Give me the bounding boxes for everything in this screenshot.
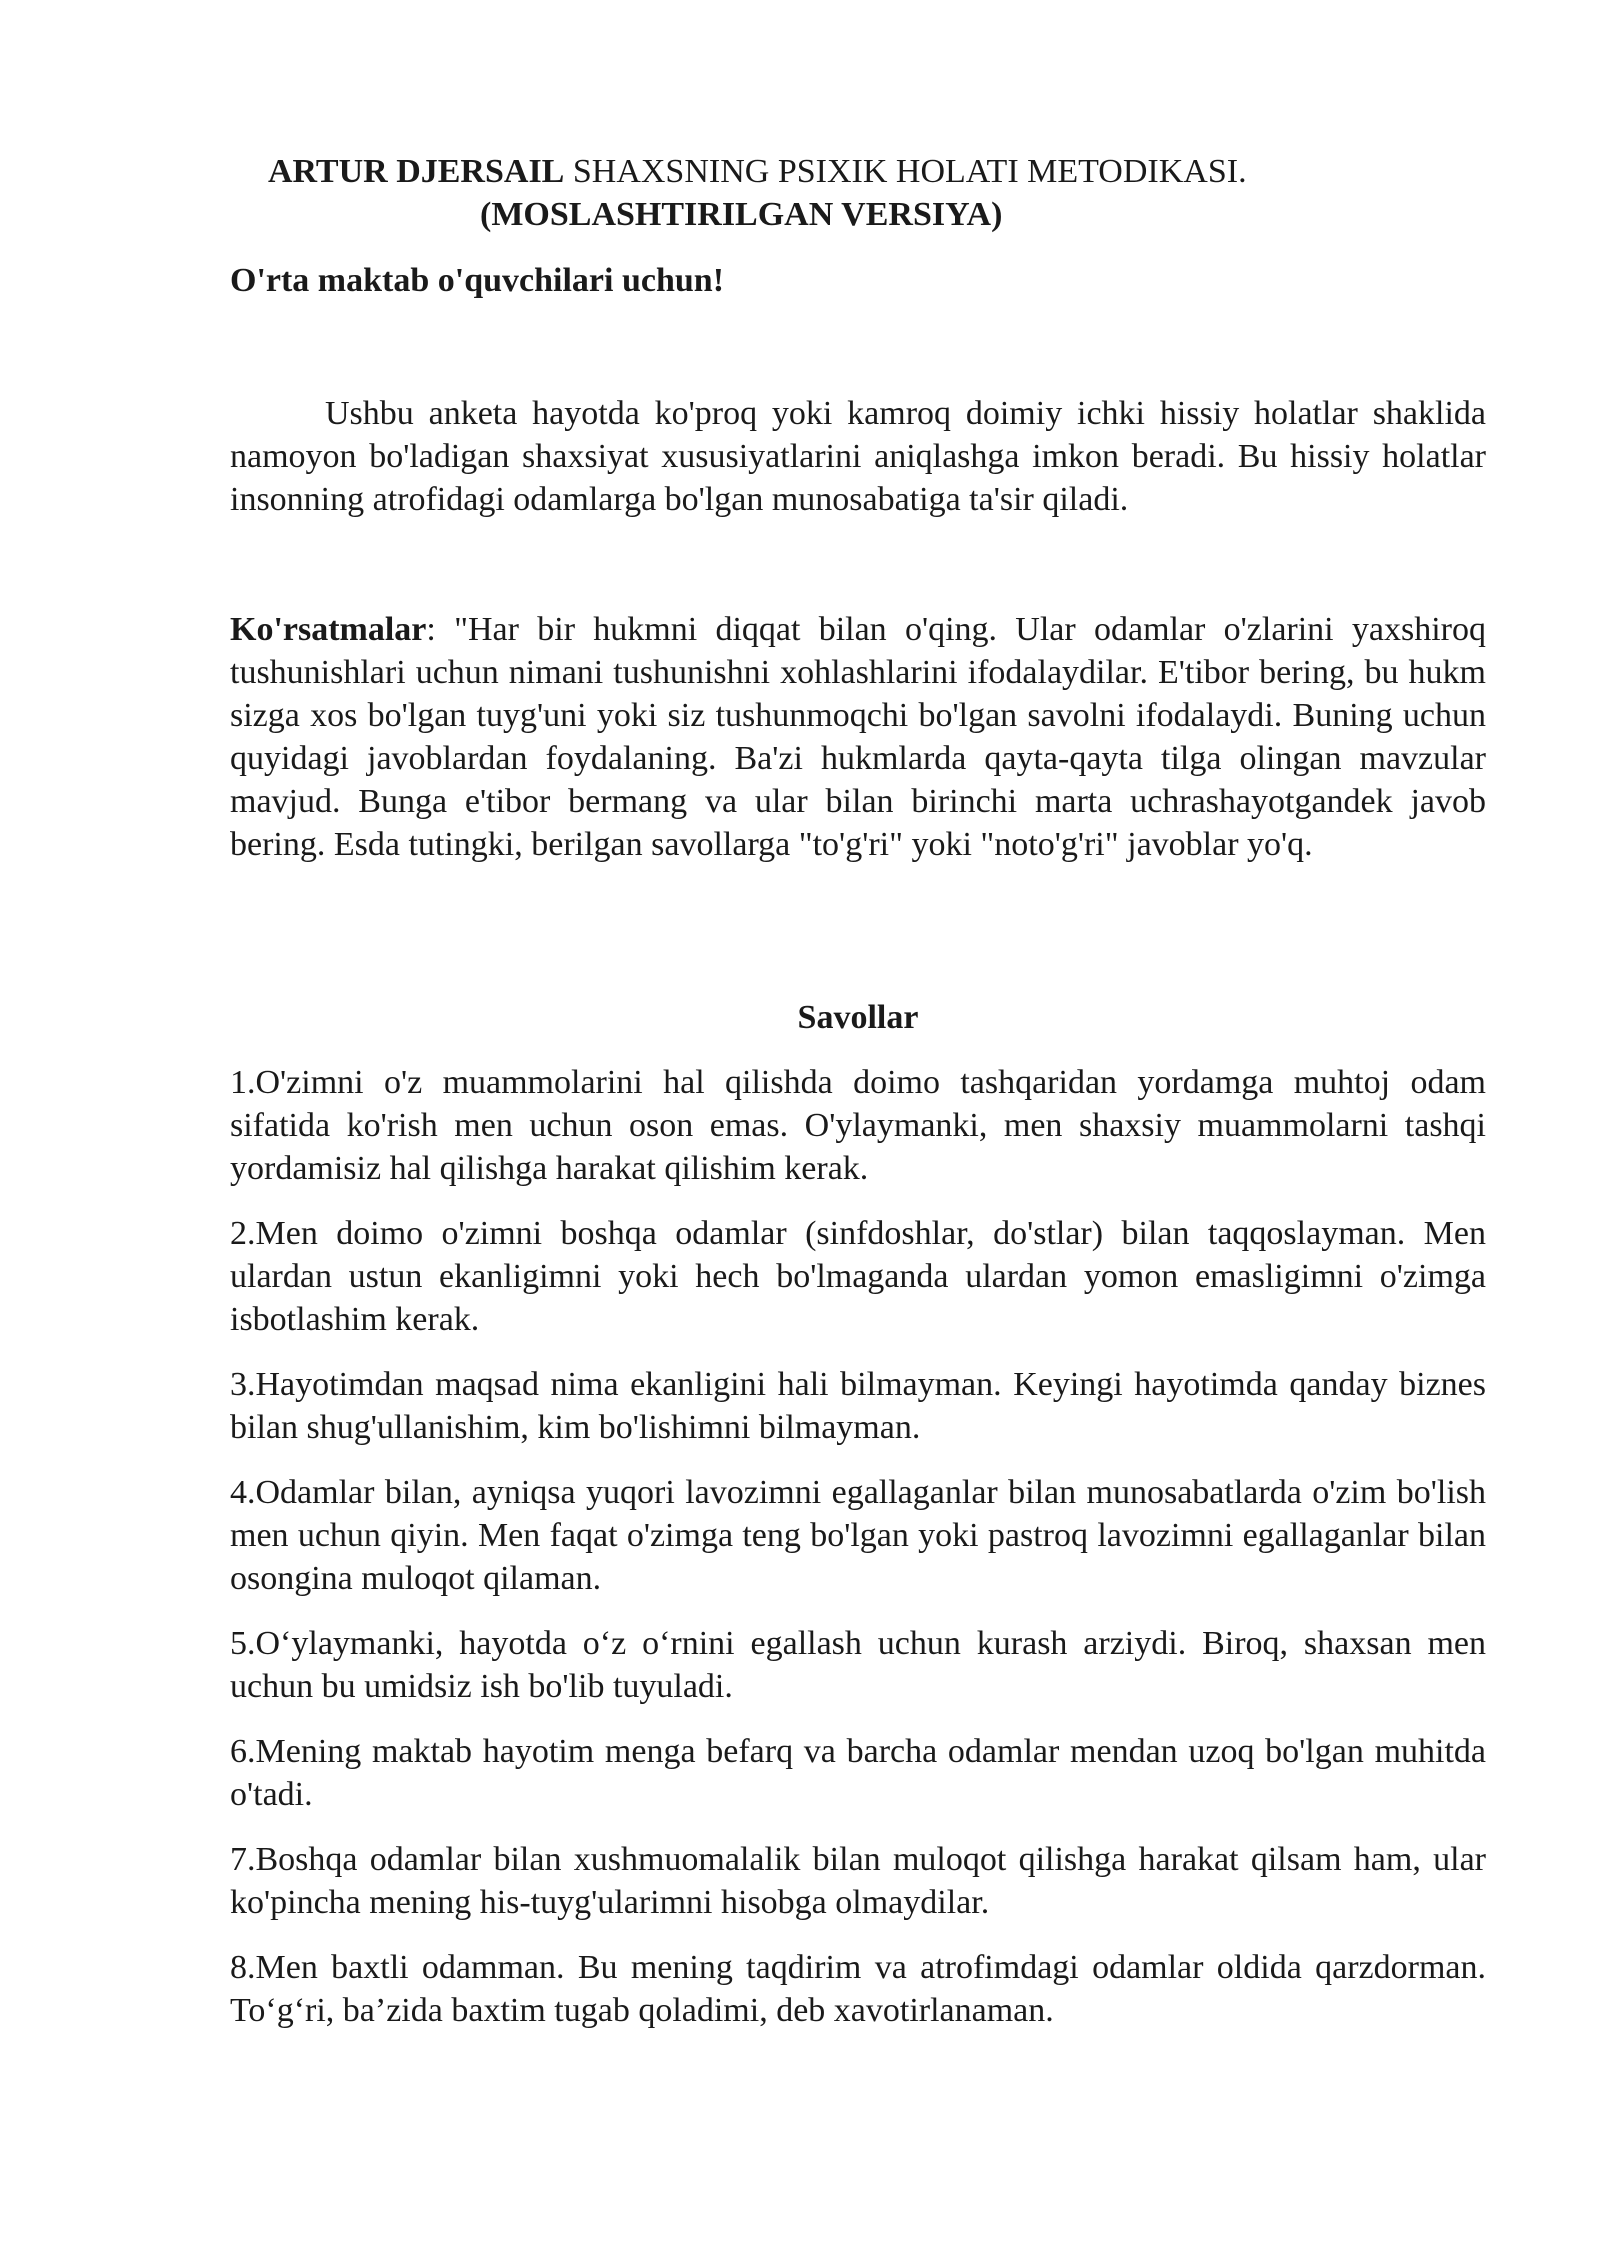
question-item: 3.Hayotimdan maqsad nima ekanligini hali bilmayman. Keyingi hayotimda qanday biznes bilan shug'ullanishim, kim bo'lishimni bilmayman.: [230, 1366, 1486, 1446]
questions-list: [230, 1061, 1486, 2054]
question-item: 1.O'zimni o'z muammolarini hal qilishda doimo tashqaridan yordamga muhtoj odam sifatida ko'rish men uchun oson emas. O'ylaymanki, men shaxsiy muammolarni tashqi yordamisiz hal qilishga harakat qilishim kerak.: [230, 1064, 1486, 1187]
question-item: 4.Odamlar bilan, ayniqsa yuqori lavozimni egallaganlar bilan munosabatlarda o'zim bo'lish men uchun qiyin. Men faqat o'zimga teng bo'lgan yoki pastroq lavozimni egallaganlar bilan osongina muloqot qilaman.: [230, 1474, 1486, 1597]
questions-heading: Savollar: [797, 999, 919, 1036]
instructions-label: Ko'rsatmalar: [230, 611, 427, 648]
question-item: 8.Men baxtli odamman. Bu mening taqdirim va atrofimdagi odamlar oldida qarzdorman. To‘g‘ri, ba’zida baxtim tugab qoladimi, deb xavotirlanaman.: [230, 1949, 1486, 2029]
audience-line: O'rta maktab o'quvchilari uchun!: [230, 262, 725, 299]
title-author: ARTUR DJERSAIL: [268, 153, 565, 190]
document-subtitle: (MOSLASHTIRILGAN VERSIYA): [480, 196, 1003, 233]
title-rest: SHAXSNING PSIXIK HOLATI METODIKASI.: [564, 153, 1247, 190]
question-item: 2.Men doimo o'zimni boshqa odamlar (sinfdoshlar, do'stlar) bilan taqqoslayman. Men ulardan ustun ekanligimni yoki hech bo'lmaganda ulardan yomon emasligimni o'zimga isbotlashim kerak.: [230, 1215, 1486, 1338]
instructions-paragraph: [230, 608, 1486, 866]
intro-paragraph: Ushbu anketa hayotda ko'proq yoki kamroq doimiy ichki hissiy holatlar shaklida namoyon bo'ladigan shaxsiyat xususiyatlarini aniqlashga imkon beradi. Bu hissiy holatlar insonning atrofidagi odamlarga bo'lgan munosabatiga ta'sir qiladi.: [230, 395, 1486, 518]
question-item: 5.O‘ylaymanki, hayotda o‘z o‘rnini egallash uchun kurash arziydi. Biroq, shaxsan men uchun bu umidsiz ish bo'lib tuyuladi.: [230, 1625, 1486, 1705]
question-item: 6.Mening maktab hayotim menga befarq va barcha odamlar mendan uzoq bo'lgan muhitda o'tadi.: [230, 1733, 1486, 1813]
question-item: 7.Boshqa odamlar bilan xushmuomalalik bilan muloqot qilishga harakat qilsam ham, ular ko'pincha mening his-tuyg'ularimni hisobga olmaydilar.: [230, 1841, 1486, 1921]
instructions-text: : "Har bir hukmni diqqat bilan o'qing. Ular odamlar o'zlarini yaxshiroq tushunishlari uchun nimani tushunishni xohlashlarini ifodalaydilar. E'tibor bering, bu hukm sizga xos bo'lgan tuyg'uni yoki siz tushunmoqchi bo'lgan savolni ifodalaydi. Buning uchun quyidagi javoblardan foydalaning. Ba'zi hukmlarda qayta-qayta tilga olingan mavzular mavjud. Bunga e'tibor bermang va ular bilan birinchi marta uchrashayotgandek javob bering. Esda tutingki, berilgan savollarga "to'g'ri" yoki "noto'g'ri" javoblar yo'q.: [230, 611, 1486, 863]
document-title: [268, 153, 1247, 191]
